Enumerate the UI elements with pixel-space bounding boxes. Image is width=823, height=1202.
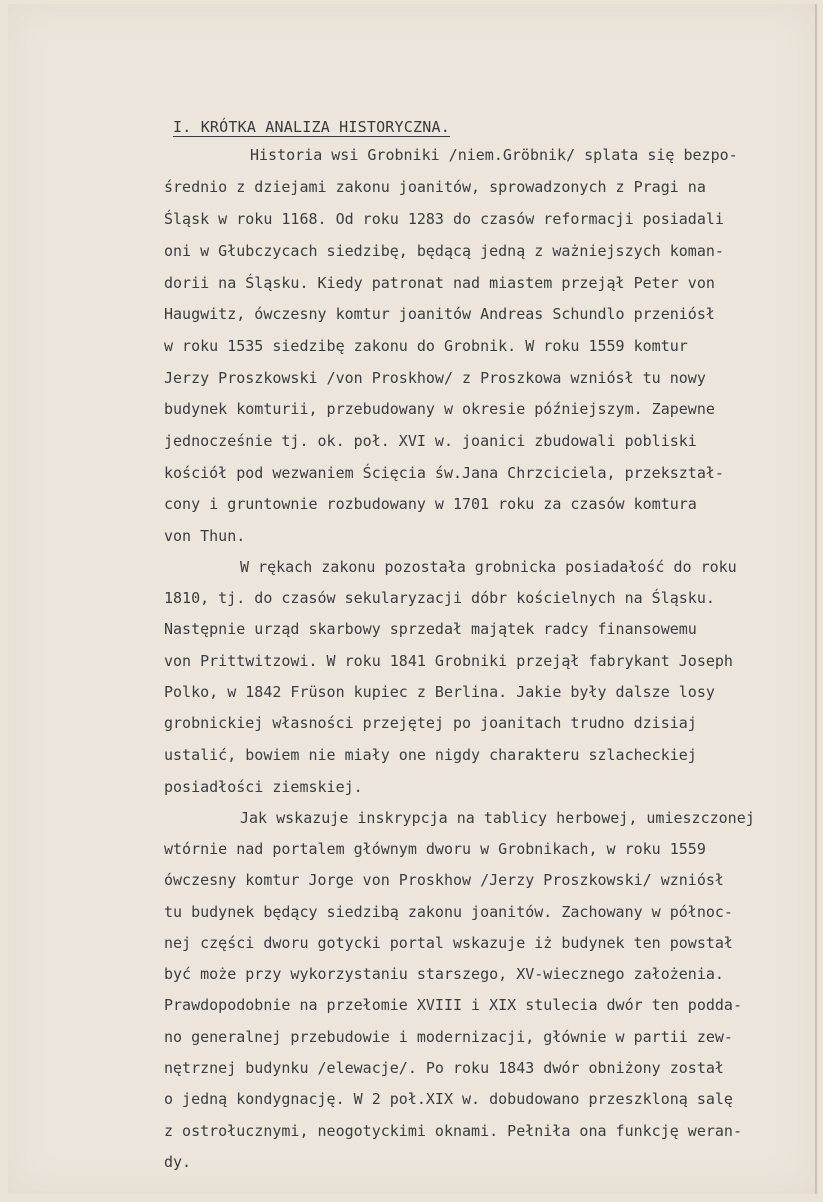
section-heading: I. KRÓTKA ANALIZA HISTORYCZNA. [173, 118, 450, 136]
text-line: tu budynek będący siedzibą zakonu joanitów. Zachowany w północ- [164, 903, 733, 921]
text-line: von Thun. [164, 527, 246, 545]
text-line: ówczesny komtur Jorge von Proskhow /Jerzy Proszkowski/ wzniósł [164, 871, 724, 889]
text-line: być może przy wykorzystaniu starszego, XV-wiecznego założenia. [164, 965, 724, 983]
text-line: dorii na Śląsku. Kiedy patronat nad miastem przejął Peter von [164, 274, 715, 292]
text-line: średnio z dziejami zakonu joanitów, sprowadzonych z Pragi na [164, 178, 706, 196]
text-line: w roku 1535 siedzibę zakonu do Grobnik. W roku 1559 komtur [164, 337, 688, 355]
text-line: dy. [164, 1153, 192, 1171]
text-line: ustalić, bowiem nie miały one nigdy charakteru szlacheckiej [164, 746, 697, 764]
text-line: Jak wskazuje inskrypcja na tablicy herbowej, umieszczonej [240, 809, 755, 827]
text-line: jednocześnie tj. ok. poł. XVI w. joanici zbudowali pobliski [164, 432, 697, 450]
text-line: cony i gruntownie rozbudowany w 1701 roku za czasów komtura [164, 495, 697, 513]
text-line: von Prittwitzowi. W roku 1841 Grobniki przejął fabrykant Joseph [164, 652, 733, 670]
text-line: Historia wsi Grobniki /niem.Gröbnik/ splata się bezpo- [250, 146, 738, 164]
text-line: nętrznej budynku /elewacje/. Po roku 1843 dwór obniżony został [164, 1059, 724, 1077]
text-line: 1810, tj. do czasów sekularyzacji dóbr kościelnych na Śląsku. [164, 589, 715, 607]
text-line: Śląsk w roku 1168. Od roku 1283 do czasów reformacji posiadali [164, 210, 724, 228]
text-line: grobnickiej własności przejętej po joanitach trudno dzisiaj [164, 714, 697, 732]
text-line: wtórnie nad portalem głównym dworu w Grobnikach, w roku 1559 [164, 840, 706, 858]
text-line: oni w Głubczycach siedzibę, będącą jedną z ważniejszych koman- [164, 242, 724, 260]
text-line: Haugwitz, ówczesny komtur joanitów Andreas Schundlo przeniósł [164, 305, 715, 323]
text-line: no generalnej przebudowie i modernizacji, głównie w partii zew- [164, 1028, 733, 1046]
text-line: Prawdopodobnie na przełomie XVIII i XIX stulecia dwór ten podda- [164, 996, 742, 1014]
text-line: Następnie urząd skarbowy sprzedał majątek radcy finansowemu [164, 620, 697, 638]
text-line: posiadłości ziemskiej. [164, 778, 363, 796]
text-line: Jerzy Proszkowski /von Proskhow/ z Proszkowa wzniósł tu nowy [164, 369, 706, 387]
text-line: nej części dworu gotycki portal wskazuje iż budynek ten powstał [164, 934, 733, 952]
text-line: Polko, w 1842 Früson kupiec z Berlina. Jakie były dalsze losy [164, 683, 715, 701]
text-line: budynek komturii, przebudowany w okresie późniejszym. Zapewne [164, 400, 715, 418]
text-line: o jedną kondygnację. W 2 poł.XIX w. dobudowano przeszkloną salę [164, 1090, 733, 1108]
text-line: W rękach zakonu pozostała grobnicka posiadałość do roku [240, 558, 737, 576]
text-line: z ostrołucznymi, neogotyckimi oknami. Pełniła ona funkcję weran- [164, 1122, 742, 1140]
text-line: kościół pod wezwaniem Ścięcia św.Jana Chrzciciela, przekształ- [164, 464, 724, 482]
document-page [8, 4, 817, 1194]
